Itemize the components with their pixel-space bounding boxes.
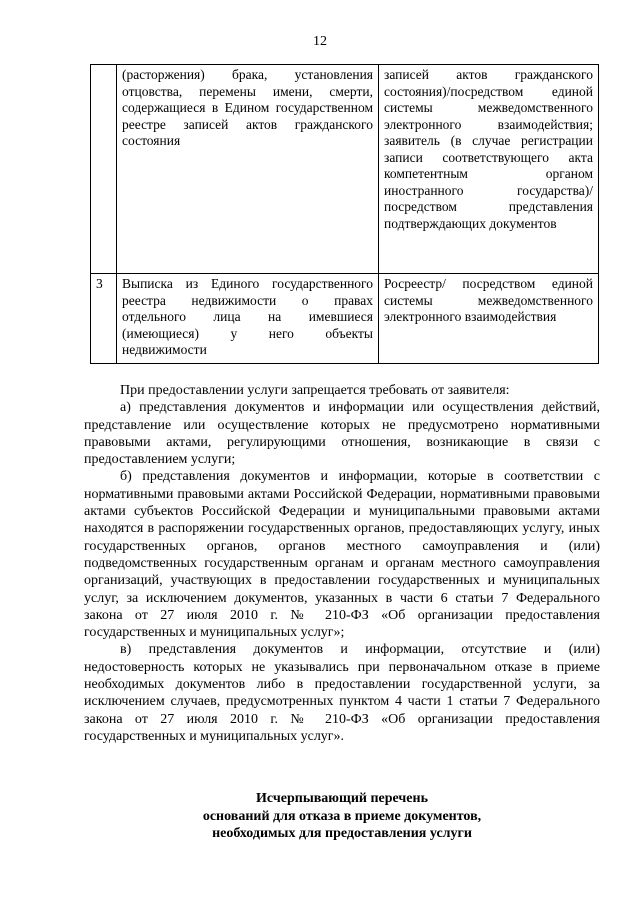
- paragraph-item-a: а) представления документов и информации или осуществления действий, представление или осуществление которых не предусмотрено нормативными правовыми актами, регулирующими отношения, возникающие в связи с предоставлением услуги;: [84, 400, 600, 468]
- table-row: [91, 274, 599, 364]
- section-heading-line-3: необходимых для предоставления услуги: [212, 826, 472, 841]
- paragraph-item-c: в) представления документов и информации, отсутствие и (или) недостоверность которых не указывались при первоначальном отказе в приеме необходимых документов либо в предоставлении государственной услуги, за исключением случаев, предусмотренных пунктом 4 части 1 статьи 7 Федерального закона от 27 июля 2010 г. № 210-ФЗ «Об организации предоставления государственных и муниципальных услуг».: [84, 642, 600, 744]
- section-heading-line-2: оснований для отказа в приеме документов,: [202, 808, 482, 824]
- section-heading-line-1: Исчерпывающий перечень: [256, 791, 428, 806]
- document-cell: (расторжения) брака, установления отцовства, перемены имени, смерти, содержащиеся в Едином государственном реестре записей актов гражданского состояния: [117, 65, 379, 274]
- paragraph-item-b: б) представления документов и информации, которые в соответствии с нормативными правовыми актами Российской Федерации, нормативными правовыми актами субъектов Российской Федерации и муниципальными правовыми актами находятся в распоряжении государственных органов, предоставляющих услугу, иных государственных органов, органов местного самоуправления и (или) подведомственных государственным органам и органам местного самоуправления организаций, участвующих в предоставлении государственных и муниципальных услуг, за исключением документов, указанных в части 6 статьи 7 Федерального закона от 27 июля 2010 г. № 210-ФЗ «Об организации предоставления государственных и муниципальных услуг»;: [84, 469, 600, 641]
- row-number-cell: [91, 65, 117, 274]
- body-text: [84, 382, 600, 745]
- documents-table: [90, 64, 599, 364]
- page-number: 12: [313, 34, 327, 49]
- source-cell: записей актов гражданского состояния)/посредством единой системы межведомственного электронного взаимодействия; заявитель (в случае регистрации записи соответствующего акта компетентным органом иностранного государства)/ посредством представления подтверждающих документов: [379, 65, 599, 274]
- table-row: [91, 65, 599, 274]
- source-cell: Росреестр/ посредством единой системы межведомственного электронного взаимодействия: [379, 274, 599, 364]
- section-heading: [84, 790, 600, 843]
- intro-paragraph: При предоставлении услуги запрещается требовать от заявителя:: [120, 383, 510, 398]
- document-cell: Выписка из Единого государственного реестра недвижимости о правах отдельного лица на имевшиеся (имеющиеся) у него объекты недвижимости: [117, 274, 379, 364]
- row-number-cell: 3: [91, 274, 117, 364]
